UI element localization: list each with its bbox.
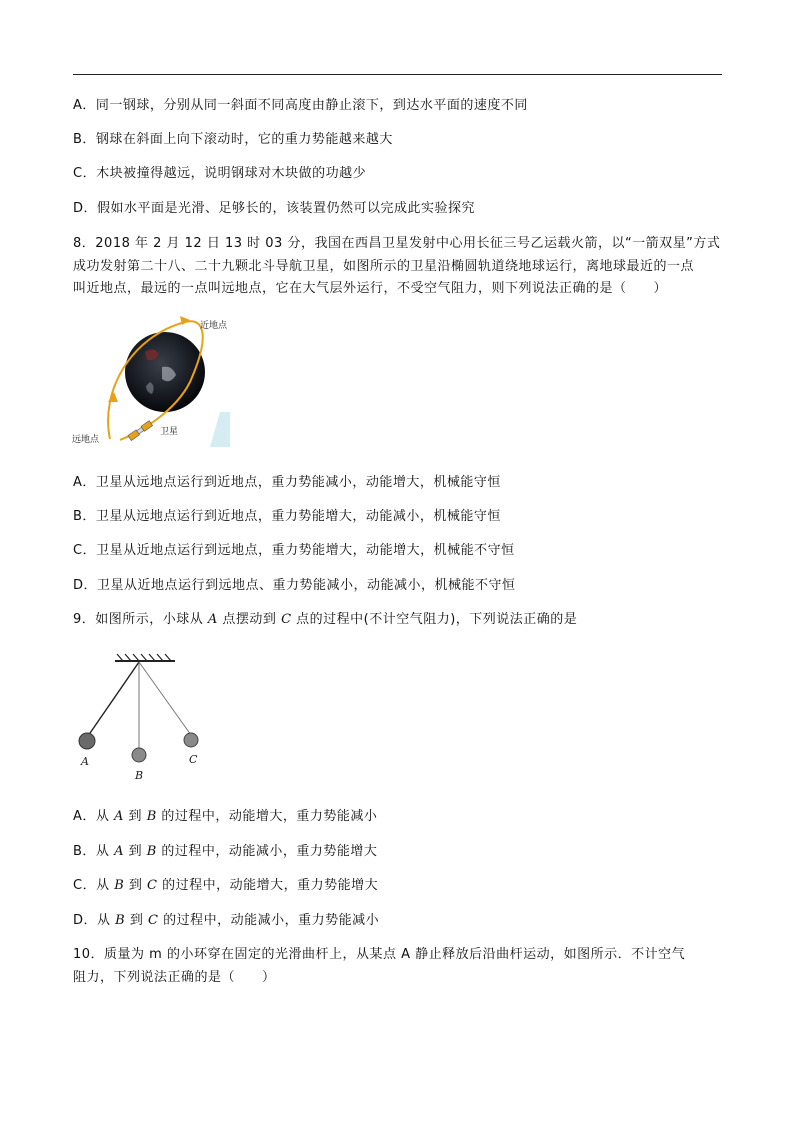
- option-text: 到: [125, 913, 148, 928]
- option-point: A: [114, 809, 124, 824]
- q9-stem-part: 点摆动到: [217, 612, 282, 627]
- string-a: [88, 662, 139, 736]
- option-text: 到: [124, 878, 148, 893]
- option-text: 到: [123, 809, 147, 824]
- option-point: A: [114, 844, 124, 859]
- q7-option-b: B．钢球在斜面上向下滚动时，它的重力势能越来越大: [73, 132, 393, 147]
- satellite-orbit-figure: [70, 312, 235, 452]
- ball-b: [132, 748, 146, 762]
- earth-globe: [125, 332, 205, 412]
- q8-stem-line-2: 成功发射第二十八、二十九颗北斗导航卫星，如图所示的卫星沿椭圆轨道绕地球运行，离地球最近的一点: [73, 259, 695, 274]
- option-text: 的过程中，动能减小，重力势能减小: [158, 913, 380, 928]
- label-c: C: [189, 753, 198, 766]
- option-text: 到: [123, 844, 147, 859]
- q8-stem-line-3: 叫近地点，最远的一点叫远地点，它在大气层外运行，不受空气阻力，则下列说法正确的是（ ）: [73, 281, 668, 296]
- label-apogee: 远地点: [72, 435, 100, 445]
- option-text: 的过程中，动能增大，重力势能增大: [157, 878, 379, 893]
- ball-c: [184, 733, 198, 747]
- figure-corner-shape: [210, 412, 230, 447]
- option-point: B: [146, 809, 157, 824]
- label-perigee: 近地点: [200, 321, 228, 331]
- option-text: 的过程中，动能减小，重力势能增大: [156, 844, 378, 859]
- option-point: C: [147, 913, 159, 928]
- q9-option-d: [73, 913, 379, 929]
- q7-option-a: A．同一钢球，分别从同一斜面不同高度由静止滚下，到达水平面的速度不同: [73, 98, 528, 113]
- q9-stem-point-a: A: [207, 612, 218, 627]
- pendulum-ceiling: [115, 654, 175, 661]
- q7-option-d: D．假如水平面是光滑、足够长的，该装置仍然可以完成此实验探究: [73, 201, 476, 216]
- q9-stem-part: 9．如图所示，小球从: [73, 612, 208, 627]
- pendulum-figure: [75, 652, 215, 784]
- option-text: C．从: [73, 878, 115, 893]
- option-point: B: [146, 844, 157, 859]
- q7-option-c: C．木块被撞得越远，说明钢球对木块做的功越少: [73, 166, 367, 181]
- q9-stem: [73, 612, 577, 628]
- string-c: [139, 662, 191, 735]
- satellite-icon: [128, 421, 153, 441]
- q9-stem-part: 点的过程中(不计空气阻力)，下列说法正确的是: [291, 612, 578, 627]
- option-point: B: [114, 878, 125, 893]
- header-rule: [73, 74, 722, 75]
- label-b: B: [135, 769, 144, 782]
- q8-option-a: A．卫星从远地点运行到近地点，重力势能减小，动能增大，机械能守恒: [73, 475, 501, 490]
- q8-option-c: C．卫星从近地点运行到远地点，重力势能增大，动能增大，机械能不守恒: [73, 543, 515, 558]
- option-text: D．从: [73, 913, 116, 928]
- option-point: C: [147, 878, 158, 893]
- label-a: A: [81, 755, 89, 768]
- q8-option-d: D．卫星从近地点运行到远地点、重力势能减小，动能减小，机械能不守恒: [73, 578, 516, 593]
- q9-option-c: [73, 878, 378, 894]
- ball-a: [79, 733, 95, 749]
- option-text: A．从: [73, 809, 115, 824]
- q8-option-b: B．卫星从远地点运行到近地点，重力势能增大，动能减小，机械能守恒: [73, 509, 501, 524]
- q10-stem-line-2: 阻力，下列说法正确的是（ ）: [73, 970, 276, 985]
- label-satellite: 卫星: [160, 427, 179, 437]
- option-point: B: [115, 913, 126, 928]
- q9-stem-point-c: C: [281, 612, 292, 627]
- q9-option-b: [73, 844, 377, 860]
- q9-option-a: [73, 809, 377, 825]
- option-text: 的过程中，动能增大，重力势能减小: [156, 809, 378, 824]
- q8-stem-line-1: 8．2018 年 2 月 12 日 13 时 03 分，我国在西昌卫星发射中心用长征三号乙运载火箭，以“一箭双星”方式: [73, 236, 721, 251]
- q10-stem-line-1: 10．质量为 m 的小环穿在固定的光滑曲杆上，从某点 A 静止释放后沿曲杆运动，如图所示．不计空气: [73, 947, 686, 962]
- option-text: B．从: [73, 844, 115, 859]
